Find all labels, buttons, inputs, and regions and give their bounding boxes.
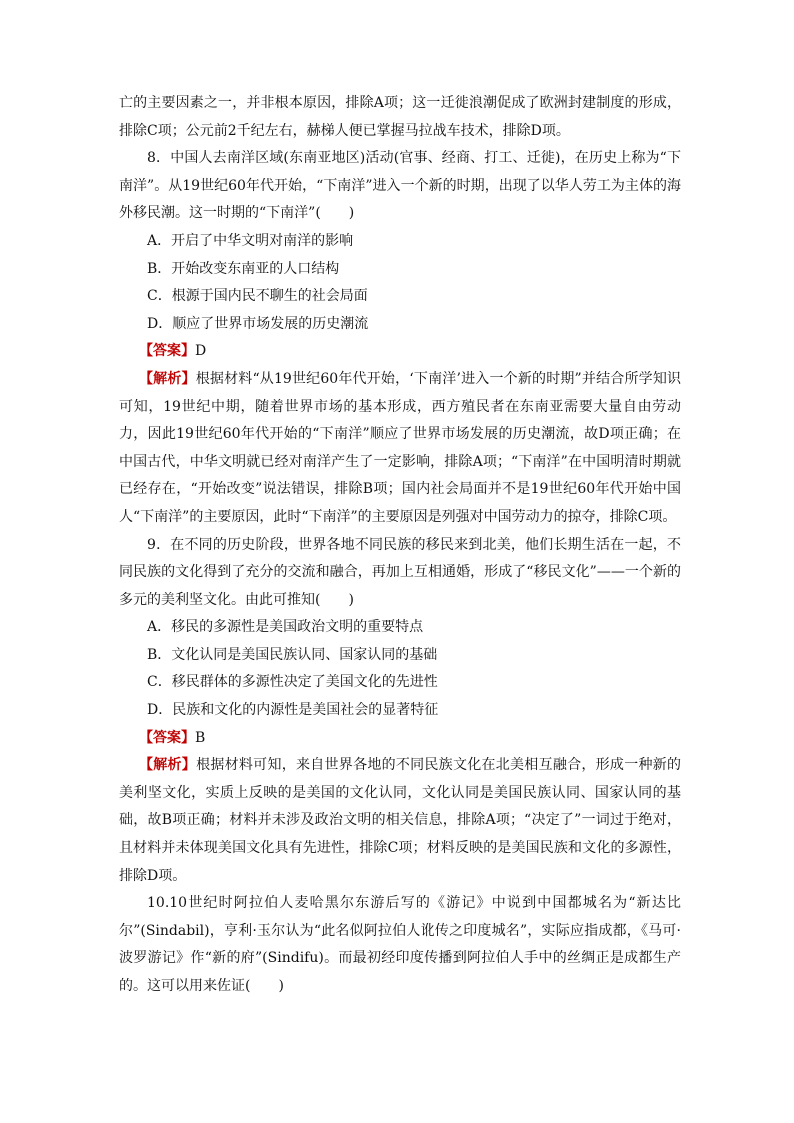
question-stem: 8．中国人去南洋区域(东南亚地区)活动(官事、经商、打工、迁徙)，在历史上称为“下南洋”。从19世纪60年代开始，“下南洋”进入一个新的时期，出现了以华人劳工为主体的海外移民潮。这一时期的“下南洋”( ) — [119, 150, 681, 222]
answer-tag: 【答案】 — [139, 729, 195, 746]
analysis-paragraph — [119, 752, 681, 890]
option-a: A．移民的多源性是美国政治文明的重要特点 — [147, 619, 424, 636]
option-b: B．开始改变东南亚的人口结构 — [147, 260, 340, 277]
option-d: D．顺应了世界市场发展的历史潮流 — [147, 315, 369, 332]
analysis-tag: 【解析】 — [139, 757, 197, 774]
option-a: A．开启了中华文明对南洋的影响 — [147, 232, 354, 249]
page-content — [119, 90, 681, 1001]
answer-value: B — [195, 729, 206, 746]
option-b: B．文化认同是美国民族认同、国家认同的基础 — [147, 646, 438, 663]
analysis-text: 根据材料“从19世纪60年代开始，‘下南洋’进入一个新的时期”并结合所学知识可知，19世纪中期，随着世界市场的基本形成，西方殖民者在东南亚需要大量自由劳动力，因此19世纪60年代开始的“下南洋”顺应了世界市场发展的历史潮流，故D项正确；在中国古代，中华文明就已经对南洋产生了一定影响，排除A项；“下南洋”在中国明清时期就已经存在，“开始改变”说法错误，排除B项；国内社会局面并不是19世纪60年代开始中国人“下南洋”的主要原因，此时“下南洋”的主要原因是列强对中国劳动力的掠夺，排除C项。 — [119, 370, 681, 525]
question-10 — [119, 890, 681, 1000]
answer-tag: 【答案】 — [139, 343, 195, 360]
question-stem: 10.10世纪时阿拉伯人麦哈黑尔东游后写的《游记》中说到中国都城名为“新达比尔”(Sindabil)，亨利·玉尔认为“此名似阿拉伯人讹传之印度城名”，实际应指成都，《马可·波罗游记》作“新的府”(Sindifu)。而最初经印度传播到阿拉伯人手中的丝绸正是成都生产的。这可以用来佐证( ) — [119, 895, 681, 994]
question-8 — [119, 145, 681, 531]
answer-line — [119, 338, 681, 366]
option-c: C．根源于国内民不聊生的社会局面 — [147, 288, 368, 305]
question-9 — [119, 532, 681, 891]
intro-paragraph: 亡的主要因素之一，并非根本原因，排除A项；这一迁徙浪潮促成了欧洲封建制度的形成，排除C项；公元前2千纪左右，赫梯人便已掌握马拉战车技术，排除D项。 — [119, 95, 681, 139]
analysis-paragraph — [119, 366, 681, 532]
answer-value: D — [195, 343, 207, 360]
analysis-tag: 【解析】 — [139, 370, 196, 387]
option-c: C．移民群体的多源性决定了美国文化的先进性 — [147, 674, 438, 691]
option-d: D．民族和文化的内源性是美国社会的显著特征 — [147, 702, 439, 719]
answer-line — [119, 725, 681, 753]
analysis-text: 根据材料可知，来自世界各地的不同民族文化在北美相互融合，形成一种新的美利坚文化，实质上反映的是美国的文化认同，文化认同是美国民族认同、国家认同的基础，故B项正确；材料并未涉及政治文明的相关信息，排除A项；“决定了”一词过于绝对，且材料并未体现美国文化具有先进性，排除C项；材料反映的是美国民族和文化的多源性，排除D项。 — [119, 757, 682, 884]
question-stem: 9．在不同的历史阶段，世界各地不同民族的移民来到北美，他们长期生活在一起，不同民族的文化得到了充分的交流和融合，再加上互相通婚，形成了“移民文化”——一个新的多元的美利坚文化。由此可推知( ) — [119, 536, 681, 608]
